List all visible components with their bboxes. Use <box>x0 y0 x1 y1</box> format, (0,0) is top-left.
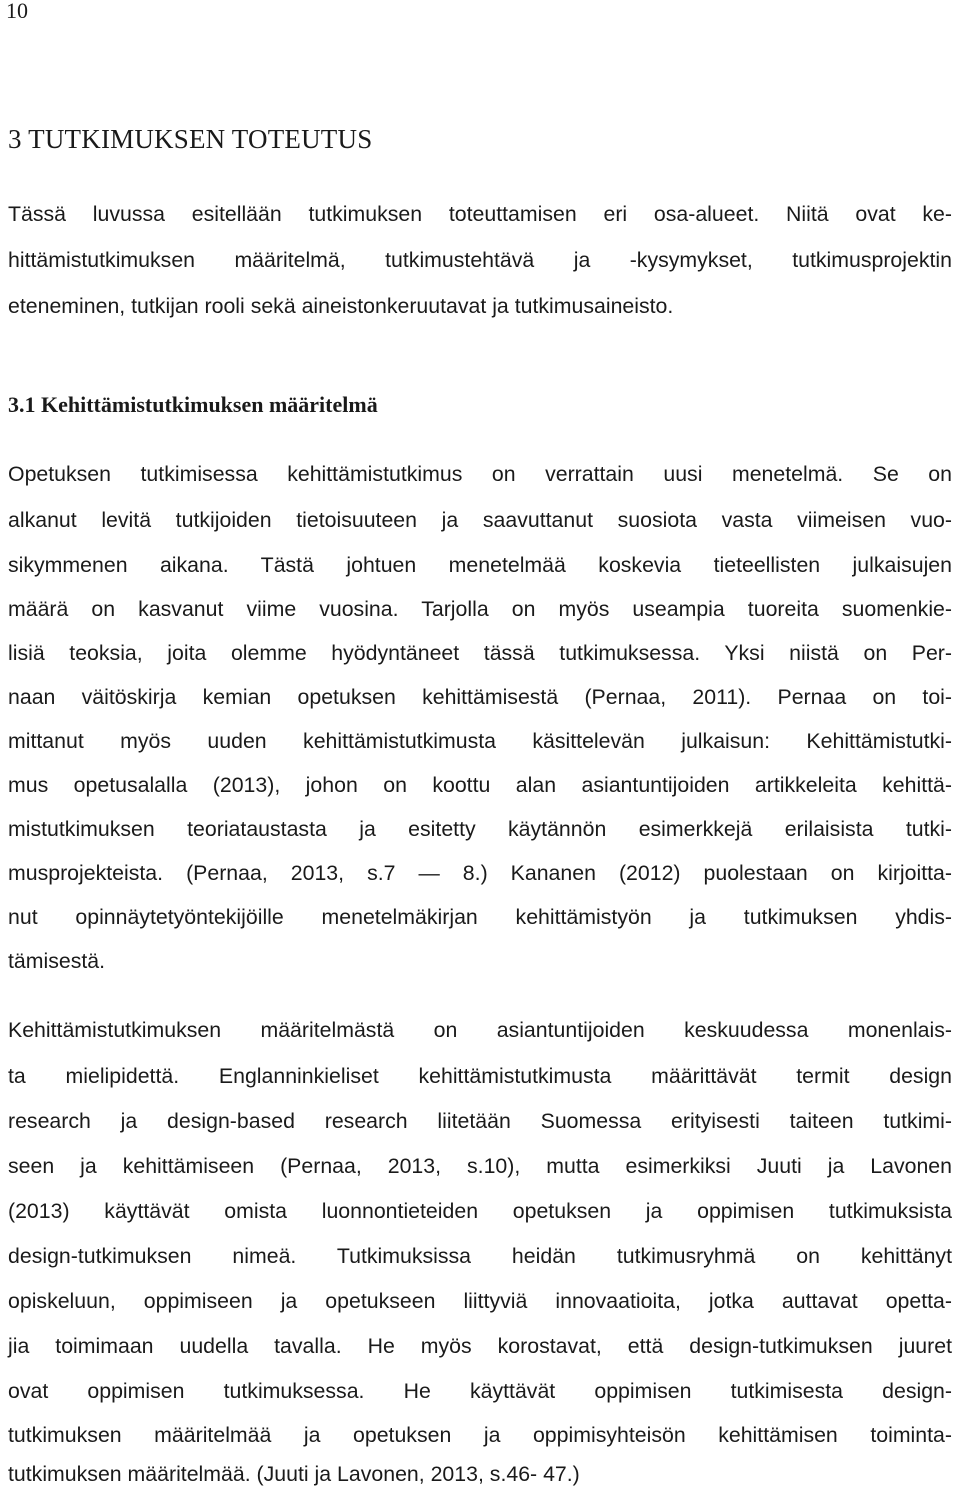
page-number: 10 <box>6 0 28 23</box>
paragraph-line: design-tutkimuksen nimeä. Tutkimuksissa heidän tutkimusryhmä on kehittänyt <box>8 1244 952 1268</box>
paragraph-line: mistutkimuksen teoriataustasta ja esitetty käytännön esimerkkejä erilaisista tutki- <box>8 817 952 841</box>
paragraph-line: musprojekteista. (Pernaa, 2013, s.7 — 8.) Kananen (2012) puolestaan on kirjoitta- <box>8 861 952 885</box>
paragraph-line: tutkimuksen määritelmää ja opetuksen ja oppimisyhteisön kehittämisen toiminta- <box>8 1423 952 1447</box>
paragraph-line: ovat oppimisen tutkimuksessa. He käyttävät oppimisen tutkimisesta design- <box>8 1379 952 1403</box>
section-heading: 3.1 Kehittämistutkimuksen määritelmä <box>8 392 378 417</box>
paragraph-line: jia toimimaan uudella tavalla. He myös korostavat, että design-tutkimuksen juuret <box>8 1334 952 1358</box>
intro-line: hittämistutkimuksen määritelmä, tutkimustehtävä ja -kysymykset, tutkimusprojektin <box>8 248 952 272</box>
paragraph-line: sikymmenen aikana. Tästä johtuen menetelmää koskevia tieteellisten julkaisujen <box>8 553 952 577</box>
chapter-heading: 3 TUTKIMUKSEN TOTEUTUS <box>8 124 373 154</box>
paragraph-line: alkanut levitä tutkijoiden tietoisuuteen ja saavuttanut suosiota vasta viimeisen vuo- <box>8 508 952 532</box>
paragraph-line: (2013) käyttävät omista luonnontieteiden opetuksen ja oppimisen tutkimuksista <box>8 1199 952 1223</box>
paragraph-line: Opetuksen tutkimisessa kehittämistutkimus on verrattain uusi menetelmä. Se on <box>8 462 952 486</box>
paragraph-line: Kehittämistutkimuksen määritelmästä on asiantuntijoiden keskuudessa monenlais- <box>8 1018 952 1042</box>
paragraph-line: naan väitöskirja kemian opetuksen kehittämisestä (Pernaa, 2011). Pernaa on toi- <box>8 685 952 709</box>
paragraph-line: mittanut myös uuden kehittämistutkimusta käsittelevän julkaisun: Kehittämistutki- <box>8 729 952 753</box>
intro-line: Tässä luvussa esitellään tutkimuksen toteuttamisen eri osa-alueet. Niitä ovat ke- <box>8 202 952 226</box>
paragraph-line: nut opinnäytetyöntekijöille menetelmäkirjan kehittämistyön ja tutkimuksen yhdis- <box>8 905 952 929</box>
paragraph-line: research ja design-based research liitetään Suomessa erityisesti taiteen tutkimi- <box>8 1109 952 1133</box>
paragraph-line: seen ja kehittämiseen (Pernaa, 2013, s.10), mutta esimerkiksi Juuti ja Lavonen <box>8 1154 952 1178</box>
intro-line: eteneminen, tutkijan rooli sekä aineistonkeruutavat ja tutkimusaineisto. <box>8 294 674 318</box>
paragraph-line: ta mielipidettä. Englanninkieliset kehittämistutkimusta määrittävät termit design <box>8 1064 952 1088</box>
paragraph-line: lisiä teoksia, joita olemme hyödyntäneet tässä tutkimuksessa. Yksi niistä on Per- <box>8 641 952 665</box>
paragraph-line: tutkimuksen määritelmää. (Juuti ja Lavonen, 2013, s.46- 47.) <box>8 1462 580 1486</box>
paragraph-line: mus opetusalalla (2013), johon on koottu alan asiantuntijoiden artikkeleita kehittä- <box>8 773 952 797</box>
paragraph-line: määrä on kasvanut viime vuosina. Tarjolla on myös useampia tuoreita suomenkie- <box>8 597 952 621</box>
paragraph-line: opiskeluun, oppimiseen ja opetukseen liittyviä innovaatioita, jotka auttavat opetta- <box>8 1289 952 1313</box>
paragraph-line: tämisestä. <box>8 949 106 973</box>
